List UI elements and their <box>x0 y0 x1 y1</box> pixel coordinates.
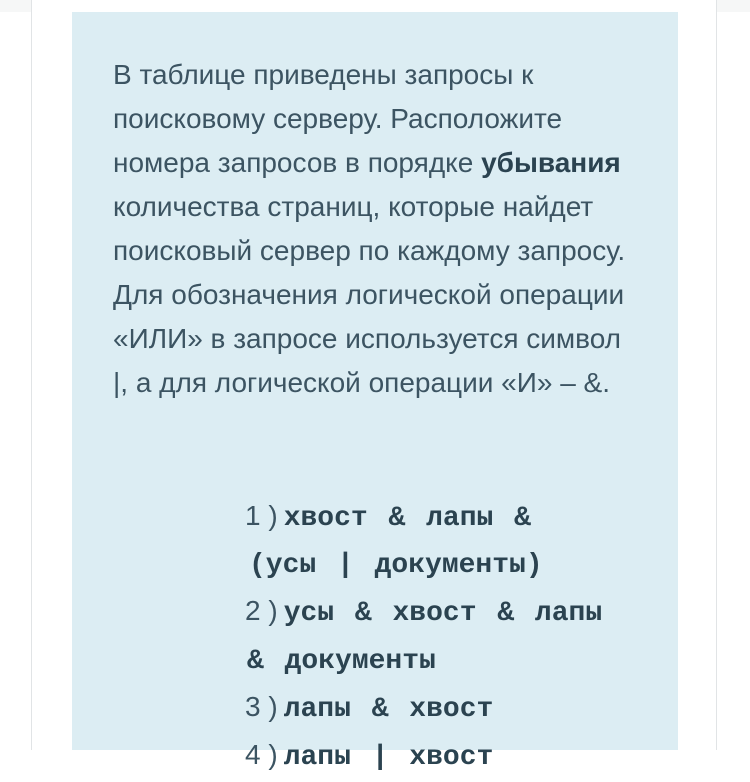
query-1-number: 1 ) <box>245 500 278 531</box>
query-3-line-1 <box>245 683 493 731</box>
task-text-part-1: В таблице приведены запросы к поисковому серверу. Расположите номера запросов в порядке <box>113 59 563 178</box>
query-2-line-2 <box>247 635 436 683</box>
task-bold-word: убывания <box>481 147 621 178</box>
query-2-text: усы & хвост & лапы <box>283 598 603 629</box>
task-description <box>113 53 643 405</box>
query-3-number: 3 ) <box>245 691 278 722</box>
query-1-line-2 <box>249 539 543 587</box>
query-2-line-1 <box>245 587 602 635</box>
query-2-continuation: & документы <box>247 646 436 677</box>
query-3-text: лапы & хвост <box>283 694 494 725</box>
query-1-text: хвост & лапы & <box>283 503 531 534</box>
query-1-line-1 <box>245 492 531 540</box>
task-card <box>72 12 678 773</box>
task-text-part-2: количества страниц, которые найдет поисковый сервер по каждому запросу. Для обозначения логической операции «ИЛИ» в запросе используется символ |, а для логической операции «И» – &. <box>113 191 626 398</box>
query-2-number: 2 ) <box>245 595 278 626</box>
query-1-continuation: (усы | документы) <box>249 550 543 581</box>
query-4-number: 4 ) <box>245 739 278 770</box>
query-4-text: лапы | хвост <box>283 742 494 773</box>
query-4-line-1 <box>245 731 493 779</box>
